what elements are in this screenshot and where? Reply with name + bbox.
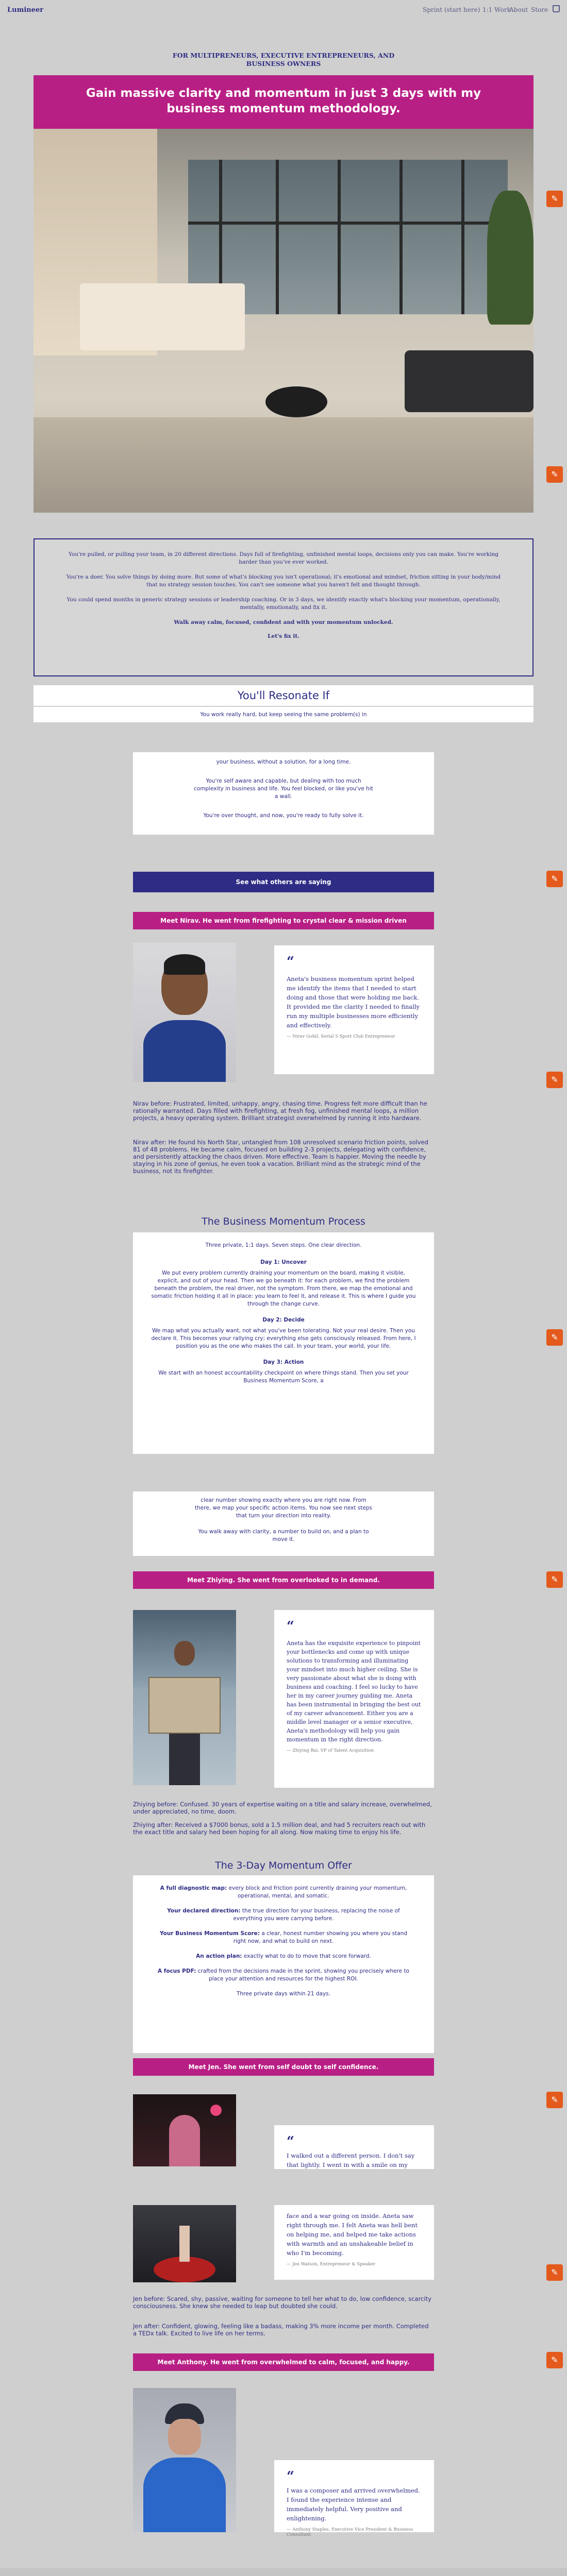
process-line: move it. (272, 1536, 295, 1543)
process-line: there, we map your specific action items. You now see next steps (195, 1505, 372, 1511)
nav-link-about[interactable]: About (509, 6, 528, 13)
jen-quote: I walked out a different person. I don't say that lightly. I went in with a smile on my (287, 2152, 415, 2168)
day2-title: Day 2: Decide (262, 1317, 305, 1323)
resonate-line: You work really hard, but keep seeing the same problem(s) in (200, 711, 367, 718)
quote-icon: “ (287, 954, 294, 970)
jen-quote-source: — Jen Watson, Entrepreneur & Speaker (287, 2262, 375, 2267)
intro-paragraph: Let's fix it. (268, 633, 299, 639)
zhiying-photo (133, 1610, 236, 1785)
process-line: that turn your direction into reality. (236, 1513, 331, 1519)
anthony-quote-card (274, 2460, 434, 2537)
intro-paragraph: You could spend months in generic strategy sessions or leadership coaching. Or in 3 days, we identify exactly what's blocking your momentum, operationally, mentally, emotionally, and fix it. (66, 597, 501, 611)
jen-photo-top (133, 2094, 236, 2166)
quote-icon: “ (287, 2134, 294, 2149)
offer-title: The 3-Day Momentum Offer (215, 1860, 352, 1871)
day1-text: We put every problem currently draining your momentum on the board, making it visible, explicit, and out of your head. Then we go beneath it: for each problem, we find the problem beneath the problem, the real driver, not the symptom. From there, we map the emotional and somatic friction holding it all in place: you learn to feel it, and release it. This is where I guide you through the change curve. (151, 1270, 416, 1307)
floating-action-button[interactable]: ✎ (546, 1329, 563, 1346)
process-line: clear number showing exactly where you are right now. From (201, 1497, 366, 1503)
jen-photo-bottom (133, 2205, 236, 2282)
offer-item: A full diagnostic map: every block and friction point currently draining your momentum, operational, mental, and somatic. (160, 1885, 407, 1899)
nirav-quote-card (274, 945, 434, 1074)
offer-duration: Three private days within 21 days. (236, 1991, 330, 1997)
quote-icon: “ (287, 1619, 294, 1634)
intro-paragraph: You're pulled, or pulling your team, in 20 different directions. Days full of firefighting, unfinished mental loops, decisions only you can make. You're working harder than you've ever worked. (68, 551, 499, 565)
offer-card (133, 1875, 434, 2053)
nirav-before: Nirav before: Frustrated, limited, unhappy, angry, chasing time. Progress felt more difficult than he rationally warranted. Days filled with firefighting, at fresh fog, unfinished mental loops, a million projects, a heavy operating system. Brilliant strategist overwhelmed by running it into hardware. (133, 1100, 427, 1122)
resonate-line: You're over thought, and now, you're ready to fully solve it. (203, 812, 364, 819)
process-subtitle: Three private, 1:1 days. Seven steps. One clear direction. (205, 1242, 362, 1248)
process-title: The Business Momentum Process (202, 1216, 365, 1227)
audience-tagline: FOR MULTIPRENEURS, EXECUTIVE ENTREPRENEURS, AND BUSINESS OWNERS (172, 52, 395, 67)
floating-action-button[interactable]: ✎ (546, 466, 563, 483)
office-hero-photo (34, 129, 533, 513)
resonate-title: You'll Resonate If (237, 689, 330, 702)
site-logo[interactable]: Lumineer (7, 6, 44, 14)
day3-title: Day 3: Action (263, 1359, 304, 1365)
zhiying-after: Zhiying after: Received a $7000 bonus, sold a 1.5 million deal, and had 5 recruiters reach out with the exact title and salary hed been hoping for all along. Now making time to enjoy his life. (133, 1821, 426, 1836)
resonate-title-card (34, 685, 533, 706)
intro-box (34, 538, 533, 676)
anthony-photo (133, 2388, 236, 2532)
anthony-quote: I was a composer and arrived overwhelmed. I found the experience intense and immediately helpful. Very positive and enlightening. (287, 2487, 420, 2522)
jen-quote-cont: face and a war going on inside. Aneta saw right through me. I felt Aneta was hell bent on helping me, and helped me take actions with warmth and an unshakeable belief in who I'm becoming. (287, 2212, 418, 2257)
floating-action-button[interactable]: ✎ (546, 2264, 563, 2281)
anthony-quote-source: — Anthony Staples, Executive Vice President & Business Consultant (287, 2527, 413, 2537)
anthony-banner: Meet Anthony. He went from overwhelmed to calm, focused, and happy. (133, 2353, 434, 2371)
hero-headline: Gain massive clarity and momentum in just 3 days with my business momentum methodology. (34, 75, 533, 129)
zhiying-quote-source: — Zhiying Bai, VP of Talent Acquisition (287, 1748, 374, 1753)
offer-item: Your declared direction: the true direction for your business, replacing the noise of everything you were carrying before. (167, 1908, 400, 1922)
day1-title: Day 1: Uncover (260, 1259, 307, 1265)
floating-action-button[interactable]: ✎ (546, 2092, 563, 2108)
site-header (0, 0, 567, 35)
resonate-card-top (34, 707, 533, 722)
zhiying-quote: Aneta has the exquisite experience to pinpoint your bottlenecks and come up with unique solutions to transforming and illuminating your mindset into much higher ceiling. She is very passionate about what she is doing with business and coaching. I feel so lucky to have her in my career journey guiding me. Aneta has been instrumental in bringing the best out of my career advancement. Either you are a middle level manager or a senior executive, Aneta's methodology will help you gain momentum in the right direction. (287, 1640, 421, 1743)
floating-action-button[interactable]: ✎ (546, 2352, 563, 2368)
day2-text: We map what you actually want, not what you've been tolerating. Not your real desire. Then you declare it. This becomes your rallying cry; everything else gets consciously released. From here, I position you as the one who makes the call. In your team, your world, your life. (151, 1328, 416, 1349)
intro-paragraph: Walk away calm, focused, confident and with your momentum unlocked. (174, 619, 393, 625)
process-card-cont (133, 1492, 434, 1556)
nav-link-sprint[interactable]: Sprint (start here) (423, 6, 480, 13)
resonate-line: complexity in business and life. You feel blocked, or like you've hit (194, 786, 373, 792)
resonate-line: You're self aware and capable, but dealing with too much (206, 778, 361, 784)
jen-banner: Meet Jen. She went from self doubt to self confidence. (133, 2058, 434, 2076)
nav-link-store[interactable]: Store (531, 6, 548, 13)
process-line: You walk away with clarity, a number to build on, and a plan to (198, 1529, 369, 1535)
quote-icon: “ (287, 2469, 294, 2484)
resonate-line: a wall. (275, 793, 292, 800)
nirav-photo (133, 943, 236, 1082)
floating-action-button[interactable]: ✎ (546, 871, 563, 887)
nirav-quote: Aneta's business momentum sprint helped me identify the items that I needed to start doing and those that were holding me back. It provided me the clarity I needed to finally run my multiple businesses more efficiently and effectively. (287, 975, 420, 1029)
jen-quote-card-bottom (274, 2205, 434, 2280)
zhiying-quote-card (274, 1610, 434, 1788)
offer-item: Your Business Momentum Score: a clear, honest number showing you where you stand right now, and what to build on next. (159, 1930, 408, 1944)
zhiying-banner: Meet Zhiying. She went from overlooked to in demand. (133, 1571, 434, 1589)
resonate-card (133, 752, 434, 835)
nirav-banner: Meet Nirav. He went from firefighting to crystal clear & mission driven (133, 912, 434, 929)
cart-icon[interactable] (553, 5, 560, 12)
jen-before: Jen before: Scared, shy, passive, waiting for someone to tell her what to do, low confidence, scarcity consciousness. She knew she needed to leap but doubted she could. (133, 2295, 431, 2310)
intro-paragraph: You're a doer. You solve things by doing more. But some of what's blocking you isn't operational; it's emotional and mindset, friction sitting in your body/mind that no strategy session touches. You can't see someone what you haven't felt and thought through. (66, 574, 501, 588)
jen-quote-card-top (274, 2125, 434, 2169)
offer-item: An action plan: exactly what to do to move that score forward. (196, 1953, 371, 1959)
day3-text: We start with an honest accountability checkpoint on where things stand. Then you set your Business Momentum Score, a (158, 1370, 409, 1384)
nav-link-1on1[interactable]: 1:1 Work (482, 6, 511, 13)
zhiying-before: Zhiying before: Confused. 30 years of expertise waiting on a title and salary increase, overwhelmed, under appreciated, no time, doom. (133, 1801, 432, 1815)
nirav-quote-source: — Nirav Gohil, Serial 5 Sport Club Entrepreneur (287, 1034, 395, 1039)
resonate-line: your business, without a solution, for a long time. (216, 759, 351, 765)
offer-item: A focus PDF: crafted from the decisions made in the sprint, showing you precisely where to place your attention and resources for the highest ROI. (158, 1968, 409, 1982)
jen-after: Jen after: Confident, glowing, feeling like a badass, making 3% more income per month. Completed a TEDx talk. Excited to live life on her terms. (133, 2323, 429, 2337)
floating-action-button[interactable]: ✎ (546, 191, 563, 207)
testimonials-heading: See what others are saying (133, 872, 434, 892)
floating-action-button[interactable]: ✎ (546, 1571, 563, 1588)
floating-action-button[interactable]: ✎ (546, 1072, 563, 1088)
process-card (133, 1232, 434, 1454)
faq-section (0, 2568, 567, 2576)
nirav-after: Nirav after: He found his North Star, untangled from 108 unresolved scenario friction points, solved 81 of 48 problems. He became calm, focused on building 2-3 projects, delegating with confidence, and persistently attacking the chaos driven. More effective. Team is happier. Moving the needle by staying in his zone of genius, he even took a vacation. Brilliant mind as the strategic mind of the business, not its firefighter. (133, 1139, 428, 1175)
